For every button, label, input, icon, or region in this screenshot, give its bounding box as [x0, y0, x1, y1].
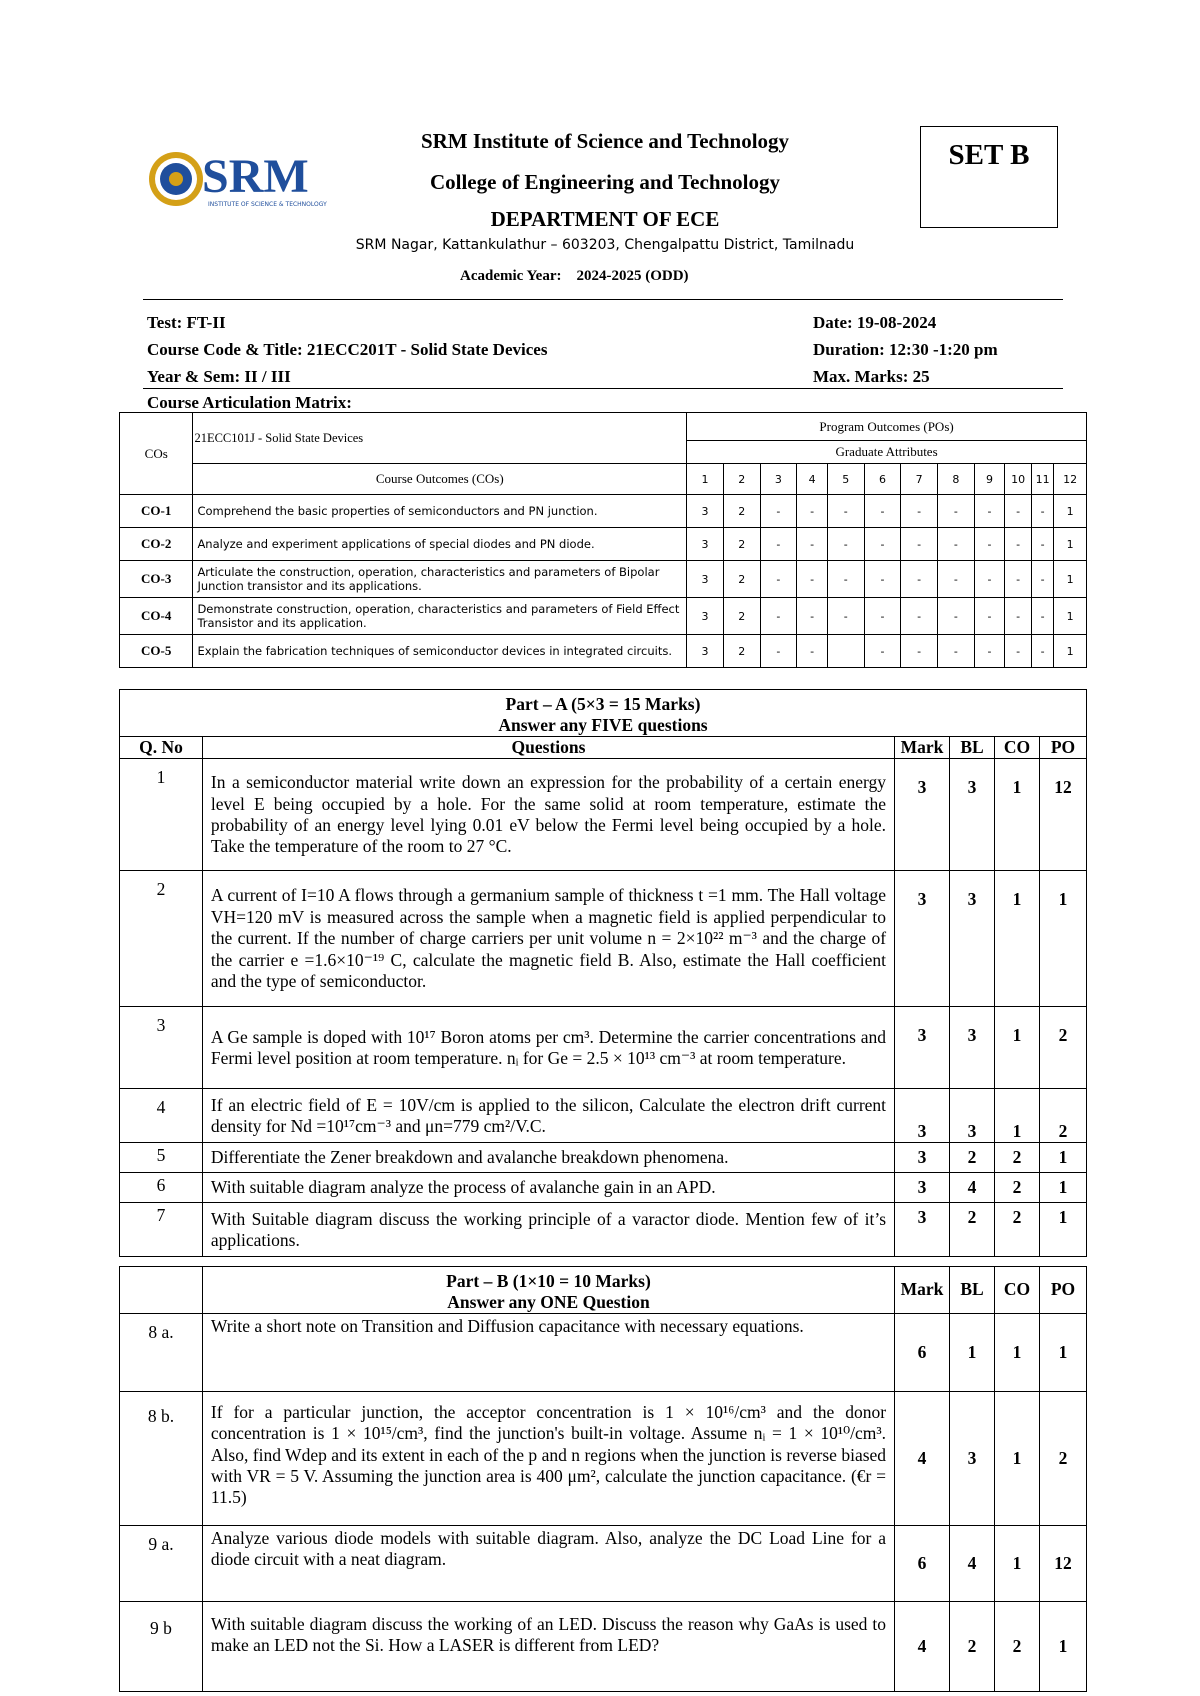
po-value: -: [938, 635, 975, 668]
outcomes-header: Course Outcomes (COs): [193, 464, 687, 495]
po-value: -: [760, 495, 797, 528]
question-co: 2: [994, 1143, 1039, 1173]
po-number: 8: [938, 464, 975, 495]
question-po: 12: [1039, 1526, 1086, 1602]
question-row: [120, 759, 1087, 871]
po-value: -: [797, 635, 828, 668]
question-text: In a semiconductor material write down an expression for the probability of a certain energy level E being occupied by a hole. For the same solid at room temperature, estimate the probability of an energy level lying 0.01 eV below the Fermi level being occupied by a hole. Take the temperature of the room to 27 °C.: [202, 759, 894, 871]
po-number: 1: [687, 464, 724, 495]
po-number: 7: [901, 464, 938, 495]
part-b-blank: [120, 1267, 203, 1314]
question-mark: 6: [895, 1526, 950, 1602]
co-code: CO-1: [120, 495, 193, 528]
po-number: 10: [1005, 464, 1032, 495]
question-number: 1: [120, 759, 203, 871]
part-a-subtitle: Answer any FIVE questions: [498, 715, 708, 735]
question-number: 9 a.: [120, 1526, 203, 1602]
po-title: Program Outcomes (POs): [687, 413, 1087, 441]
articulation-matrix: [119, 412, 1087, 668]
co-description: Comprehend the basic properties of semiconductors and PN junction.: [193, 495, 687, 528]
question-number: 8 a.: [120, 1314, 203, 1392]
max-marks: Max. Marks: 25: [813, 367, 930, 386]
po-value: -: [901, 561, 938, 598]
question-bl: 3: [950, 871, 995, 1007]
question-text: A current of I=10 A flows through a germanium sample of thickness t =1 mm. The Hall voltage VH=120 mV is measured across the sample when a magnetic field is applied perpendicular to the current. If the number of charge carriers per unit volume n = 2×10²² m⁻³ and the charge of the carrier e =1.6×10⁻¹⁹ C, calculate the magnetic field B. Also, estimate the Hall coefficient and the type of semiconductor.: [202, 871, 894, 1007]
po-value: -: [901, 495, 938, 528]
question-po: 1: [1039, 1314, 1086, 1392]
ga-title: Graduate Attributes: [687, 441, 1087, 464]
part-b-subtitle: Answer any ONE Question: [447, 1292, 650, 1312]
col-questions: Questions: [202, 737, 894, 759]
question-po: 2: [1039, 1007, 1086, 1089]
po-number: 9: [974, 464, 1005, 495]
question-bl: 2: [950, 1203, 995, 1257]
question-co: 1: [995, 1314, 1040, 1392]
question-mark: 3: [895, 1173, 950, 1203]
po-value: 2: [723, 635, 760, 668]
po-value: -: [1005, 528, 1032, 561]
col-po: PO: [1039, 737, 1086, 759]
question-mark: 3: [895, 1007, 950, 1089]
po-value: -: [901, 598, 938, 635]
col-qno: Q. No: [120, 737, 203, 759]
po-value: 1: [1054, 635, 1087, 668]
po-value: 1: [1054, 528, 1087, 561]
po-value: -: [1031, 561, 1053, 598]
question-row: [120, 1392, 1087, 1526]
po-value: -: [1005, 598, 1032, 635]
po-value: -: [797, 495, 828, 528]
col-mark: Mark: [895, 737, 950, 759]
po-value: -: [1031, 495, 1053, 528]
question-co: 1: [995, 1526, 1040, 1602]
po-value: 1: [1054, 495, 1087, 528]
po-value: -: [974, 561, 1005, 598]
col-co: CO: [994, 737, 1039, 759]
po-number: 12: [1054, 464, 1087, 495]
po-value: -: [827, 495, 864, 528]
question-mark: 3: [895, 759, 950, 871]
po-value: -: [864, 528, 901, 561]
cos-header: COs: [120, 413, 193, 495]
po-value: -: [760, 635, 797, 668]
institute-name: SRM Institute of Science and Technology: [420, 129, 790, 153]
exam-date: Date: 19-08-2024: [813, 313, 937, 332]
part-b-title: Part – B (1×10 = 10 Marks): [446, 1271, 651, 1291]
course-title: Course Code & Title: 21ECC201T - Solid State Devices: [147, 340, 548, 359]
matrix-row: [120, 495, 1087, 528]
co-description: Demonstrate construction, operation, characteristics and parameters of Field Effect Transistor and its application.: [193, 598, 687, 635]
question-po: 2: [1039, 1089, 1086, 1143]
po-number: 5: [827, 464, 864, 495]
po-value: 1: [1054, 598, 1087, 635]
logo-text: SRM: [202, 150, 309, 203]
po-value: -: [901, 635, 938, 668]
year-sem: Year & Sem: II / III: [147, 367, 291, 386]
po-value: -: [1031, 598, 1053, 635]
academic-year: [460, 268, 689, 285]
col-po: PO: [1039, 1267, 1086, 1314]
co-code: CO-2: [120, 528, 193, 561]
question-mark: 3: [895, 1203, 950, 1257]
matrix-row: [120, 598, 1087, 635]
po-value: -: [938, 528, 975, 561]
po-value: -: [864, 561, 901, 598]
question-number: 6: [120, 1173, 203, 1203]
po-value: -: [974, 528, 1005, 561]
po-value: -: [760, 561, 797, 598]
po-value: 2: [723, 561, 760, 598]
question-row: [120, 1143, 1087, 1173]
po-value: 2: [723, 495, 760, 528]
question-number: 5: [120, 1143, 203, 1173]
question-mark: 6: [895, 1314, 950, 1392]
co-description: Articulate the construction, operation, characteristics and parameters of Bipolar Junction transistor and its applications.: [193, 561, 687, 598]
po-value: 2: [723, 528, 760, 561]
question-co: 1: [994, 1007, 1039, 1089]
po-value: -: [864, 495, 901, 528]
po-number: 11: [1031, 464, 1053, 495]
po-value: 1: [1054, 561, 1087, 598]
question-mark: 3: [895, 1089, 950, 1143]
matrix-row: [120, 561, 1087, 598]
question-mark: 4: [895, 1602, 950, 1692]
part-b-table: [119, 1266, 1087, 1692]
question-mark: 3: [895, 871, 950, 1007]
po-number: 2: [723, 464, 760, 495]
question-co: 2: [994, 1203, 1039, 1257]
question-co: 1: [994, 871, 1039, 1007]
po-value: -: [827, 598, 864, 635]
po-value: -: [1031, 528, 1053, 561]
question-number: 3: [120, 1007, 203, 1089]
question-number: 7: [120, 1203, 203, 1257]
question-po: 12: [1039, 759, 1086, 871]
po-value: 3: [687, 495, 724, 528]
question-po: 1: [1039, 1143, 1086, 1173]
po-value: -: [938, 598, 975, 635]
question-text: Analyze various diode models with suitable diagram. Also, analyze the DC Load Line for a diode circuit with a neat diagram.: [202, 1526, 894, 1602]
po-value: -: [797, 598, 828, 635]
part-a-table: [119, 689, 1087, 1257]
po-value: -: [864, 635, 901, 668]
question-po: 1: [1039, 1602, 1086, 1692]
question-bl: 3: [950, 1007, 995, 1089]
srm-logo: [146, 148, 351, 210]
question-bl: 1: [950, 1314, 995, 1392]
question-po: 1: [1039, 871, 1086, 1007]
po-value: -: [827, 561, 864, 598]
question-row: [120, 1173, 1087, 1203]
question-bl: 2: [950, 1602, 995, 1692]
question-bl: 4: [950, 1526, 995, 1602]
question-row: [120, 1526, 1087, 1602]
po-value: -: [827, 528, 864, 561]
po-value: 3: [687, 635, 724, 668]
question-co: 2: [994, 1173, 1039, 1203]
co-description: Analyze and experiment applications of special diodes and PN diode.: [193, 528, 687, 561]
question-number: 9 b: [120, 1602, 203, 1692]
po-value: 3: [687, 561, 724, 598]
po-value: -: [760, 528, 797, 561]
po-value: 2: [723, 598, 760, 635]
po-value: -: [797, 561, 828, 598]
col-mark: Mark: [895, 1267, 950, 1314]
matrix-row: [120, 635, 1087, 668]
po-value: -: [974, 635, 1005, 668]
exam-duration: Duration: 12:30 -1:20 pm: [813, 340, 998, 359]
co-code: CO-5: [120, 635, 193, 668]
po-value: -: [1005, 495, 1032, 528]
question-co: 1: [995, 1392, 1040, 1526]
po-number: 4: [797, 464, 828, 495]
question-text: With suitable diagram analyze the process of avalanche gain in an APD.: [202, 1173, 894, 1203]
test-name: Test: FT-II: [147, 313, 226, 332]
po-value: -: [901, 528, 938, 561]
po-value: -: [938, 561, 975, 598]
question-mark: 3: [895, 1143, 950, 1173]
col-bl: BL: [950, 737, 995, 759]
question-text: If for a particular junction, the acceptor concentration is 1 × 10¹⁶/cm³ and the donor concentration is 1 × 10¹⁵/cm³, find the junction's built-in voltage. Assume nᵢ = 1 × 10¹⁰/cm³. Also, find Wdep and its extent in each of the p and n regions when the junction is reverse biased with VR = 5 V. Assuming the junction area is 400 μm², calculate the junction capacitance. (€r = 11.5): [202, 1392, 894, 1526]
po-value: [827, 635, 864, 668]
question-row: [120, 1314, 1087, 1392]
po-value: 3: [687, 528, 724, 561]
co-code: CO-4: [120, 598, 193, 635]
question-co: 2: [995, 1602, 1040, 1692]
question-mark: 4: [895, 1392, 950, 1526]
divider: [143, 299, 1063, 300]
matrix-title: Course Articulation Matrix:: [147, 393, 352, 412]
part-a-title: Part – A (5×3 = 15 Marks): [505, 694, 701, 714]
question-text: If an electric field of E = 10V/cm is applied to the silicon, Calculate the electron drift current density for Nd =10¹⁷cm⁻³ and μn=779 cm²/V.C.: [202, 1089, 894, 1143]
department-name: DEPARTMENT OF ECE: [490, 207, 720, 231]
question-bl: 4: [950, 1173, 995, 1203]
question-po: 1: [1039, 1173, 1086, 1203]
po-value: -: [797, 528, 828, 561]
question-po: 1: [1039, 1203, 1086, 1257]
set-label: SET B: [920, 126, 1058, 228]
po-value: -: [864, 598, 901, 635]
po-number: 3: [760, 464, 797, 495]
question-number: 4: [120, 1089, 203, 1143]
po-value: 3: [687, 598, 724, 635]
question-row: [120, 1602, 1087, 1692]
po-number: 6: [864, 464, 901, 495]
po-value: -: [1005, 561, 1032, 598]
academic-year-value: 2024-2025 (ODD): [576, 268, 689, 284]
question-bl: 3: [950, 759, 995, 871]
question-number: 2: [120, 871, 203, 1007]
question-co: 1: [994, 1089, 1039, 1143]
co-description: Explain the fabrication techniques of semiconductor devices in integrated circuits.: [193, 635, 687, 668]
po-value: -: [938, 495, 975, 528]
question-text: Differentiate the Zener breakdown and avalanche breakdown phenomena.: [202, 1143, 894, 1173]
question-text: With suitable diagram discuss the working of an LED. Discuss the reason why GaAs is used to make an LED not the Si. How a LASER is different from LED?: [202, 1602, 894, 1692]
course-name: 21ECC101J - Solid State Devices: [193, 413, 687, 464]
col-bl: BL: [950, 1267, 995, 1314]
question-row: [120, 871, 1087, 1007]
question-bl: 3: [950, 1392, 995, 1526]
question-row: [120, 1089, 1087, 1143]
po-value: -: [974, 495, 1005, 528]
question-row: [120, 1007, 1087, 1089]
question-number: 8 b.: [120, 1392, 203, 1526]
co-code: CO-3: [120, 561, 193, 598]
question-row: [120, 1203, 1087, 1257]
question-text: A Ge sample is doped with 10¹⁷ Boron atoms per cm³. Determine the carrier concentrations and Fermi level position at room temperature. nᵢ for Ge = 2.5 × 10¹³ cm⁻³ at room temperature.: [202, 1007, 894, 1089]
matrix-row: [120, 528, 1087, 561]
divider: [143, 388, 1063, 389]
col-co: CO: [995, 1267, 1040, 1314]
question-co: 1: [994, 759, 1039, 871]
college-name: College of Engineering and Technology: [429, 170, 781, 194]
question-po: 2: [1039, 1392, 1086, 1526]
po-value: -: [760, 598, 797, 635]
address: SRM Nagar, Kattankulathur – 603203, Chengalpattu District, Tamilnadu: [355, 237, 855, 253]
po-value: -: [974, 598, 1005, 635]
question-text: Write a short note on Transition and Diffusion capacitance with necessary equations.: [202, 1314, 894, 1392]
question-bl: 3: [950, 1089, 995, 1143]
question-bl: 2: [950, 1143, 995, 1173]
question-text: With Suitable diagram discuss the working principle of a varactor diode. Mention few of it’s applications.: [202, 1203, 894, 1257]
po-value: -: [1005, 635, 1032, 668]
logo-caption: INSTITUTE OF SCIENCE & TECHNOLOGY: [208, 201, 327, 208]
academic-year-label: Academic Year:: [460, 268, 562, 284]
po-value: -: [1031, 635, 1053, 668]
